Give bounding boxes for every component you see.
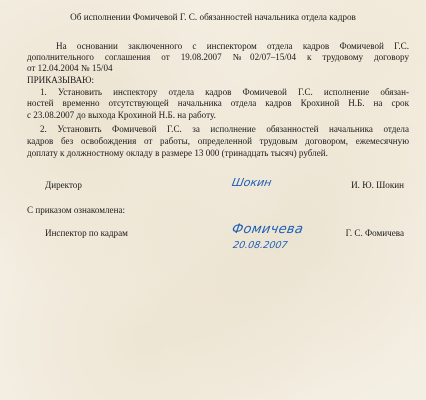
intro-line-3: от 12.04.2004 № 15/04 (27, 63, 113, 73)
inspector-name: Г. С. Фомичева (345, 228, 404, 238)
director-name: И. Ю. Шокин (351, 180, 404, 190)
director-role: Директор (45, 180, 82, 190)
order-word: ПРИКАЗЫВАЮ: (27, 75, 95, 85)
inspector-signature-date: 20.08.2007 (232, 240, 289, 251)
inspector-role: Инспектор по кадрам (45, 228, 128, 238)
item2-line-1: 2. Установить Фомичевой Г.С. за исполнение обязанностей начальника отдела (40, 124, 409, 134)
acknowledged-label: С приказом ознакомлена: (27, 205, 126, 215)
inspector-signature: Фомичева (230, 222, 305, 237)
item1-line-2: ностей временно отсутствующей начальника отдела кадров Крохиной Н.Б. на срок (27, 98, 409, 108)
document-title: Об исполнении Фомичевой Г. С. обязанностей начальника отдела кадров (70, 12, 356, 22)
intro-line-2: дополнительного соглашения от 19.08.2007 №02/07–15/04 к трудовому договору (27, 52, 409, 62)
intro-line-1: На основании заключенного с инспектором отдела кадров Фомичевой Г.С. (56, 41, 409, 51)
item1-line-3: с 23.08.2007 до выхода Крохиной Н.Б. на работу. (27, 110, 216, 120)
item1-line-1: 1. Установить инспектору отдела кадров Фомичевой Г.С. исполнение обязан- (40, 87, 409, 97)
item2-line-2: кадров без освобождения от работы, определенной трудовым договором, ежемесячную (27, 136, 409, 146)
item2-line-3: доплату к должностному окладу в размере 13 000 (тринадцать тысяч) рублей. (27, 148, 328, 158)
director-signature: Шокин (230, 176, 273, 189)
